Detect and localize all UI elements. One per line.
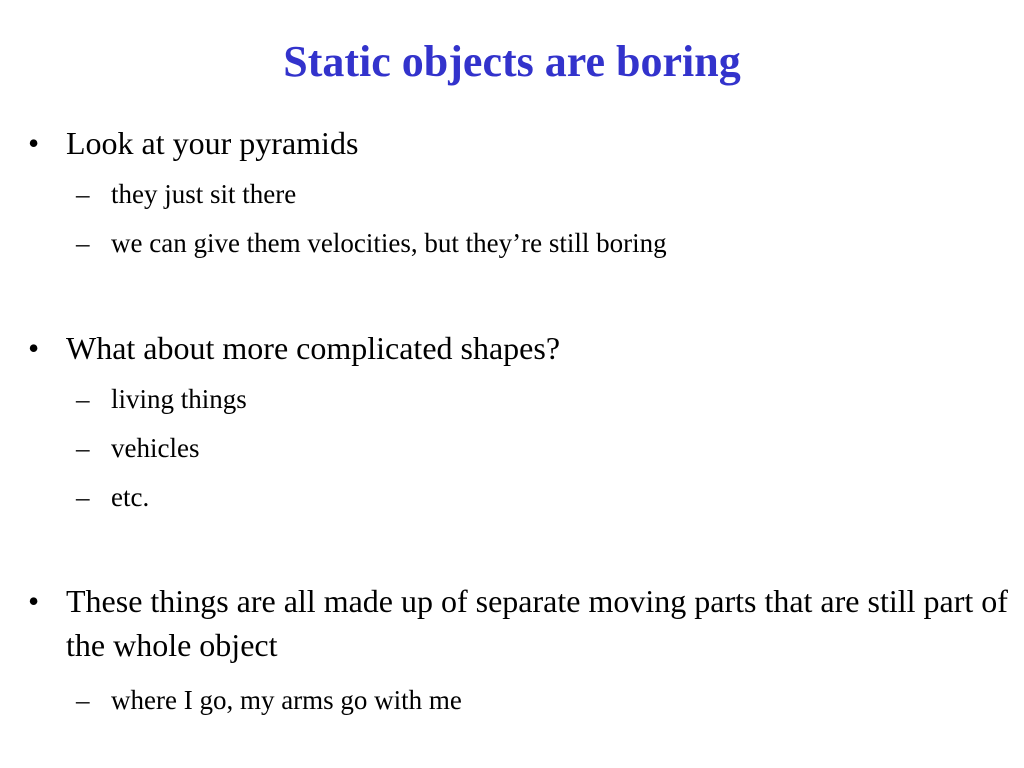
bullet-text: What about more complicated shapes? xyxy=(66,330,561,366)
sub-bullet-item xyxy=(76,682,976,718)
sub-bullet-item xyxy=(76,381,976,417)
bullet-marker: • xyxy=(28,583,40,619)
sub-bullet-item xyxy=(76,176,976,212)
bullet-item xyxy=(28,579,1008,667)
slide-title: Static objects are boring xyxy=(283,37,741,86)
sub-bullet-marker: – xyxy=(76,685,90,715)
bullet-marker: • xyxy=(28,125,40,161)
sub-bullet-item xyxy=(76,430,976,466)
sub-bullet-marker: – xyxy=(76,482,90,512)
bullet-item xyxy=(28,326,1008,370)
sub-bullet-text: etc. xyxy=(111,482,150,512)
bullet-text: These things are all made up of separate moving parts that are still part of the whole object xyxy=(66,583,1008,663)
sub-bullet-text: they just sit there xyxy=(111,179,297,209)
bullet-marker: • xyxy=(28,330,40,366)
sub-bullet-text: where I go, my arms go with me xyxy=(111,685,462,715)
sub-bullet-marker: – xyxy=(76,179,90,209)
sub-bullet-text: vehicles xyxy=(111,433,200,463)
bullet-text: Look at your pyramids xyxy=(66,125,359,161)
sub-bullet-text: we can give them velocities, but they’re still boring xyxy=(111,228,667,258)
sub-bullet-marker: – xyxy=(76,228,90,258)
sub-bullet-marker: – xyxy=(76,433,90,463)
bullet-item xyxy=(28,121,1008,165)
sub-bullet-text: living things xyxy=(111,384,247,414)
sub-bullet-item xyxy=(76,479,976,515)
sub-bullet-marker: – xyxy=(76,384,90,414)
sub-bullet-item xyxy=(76,225,976,261)
